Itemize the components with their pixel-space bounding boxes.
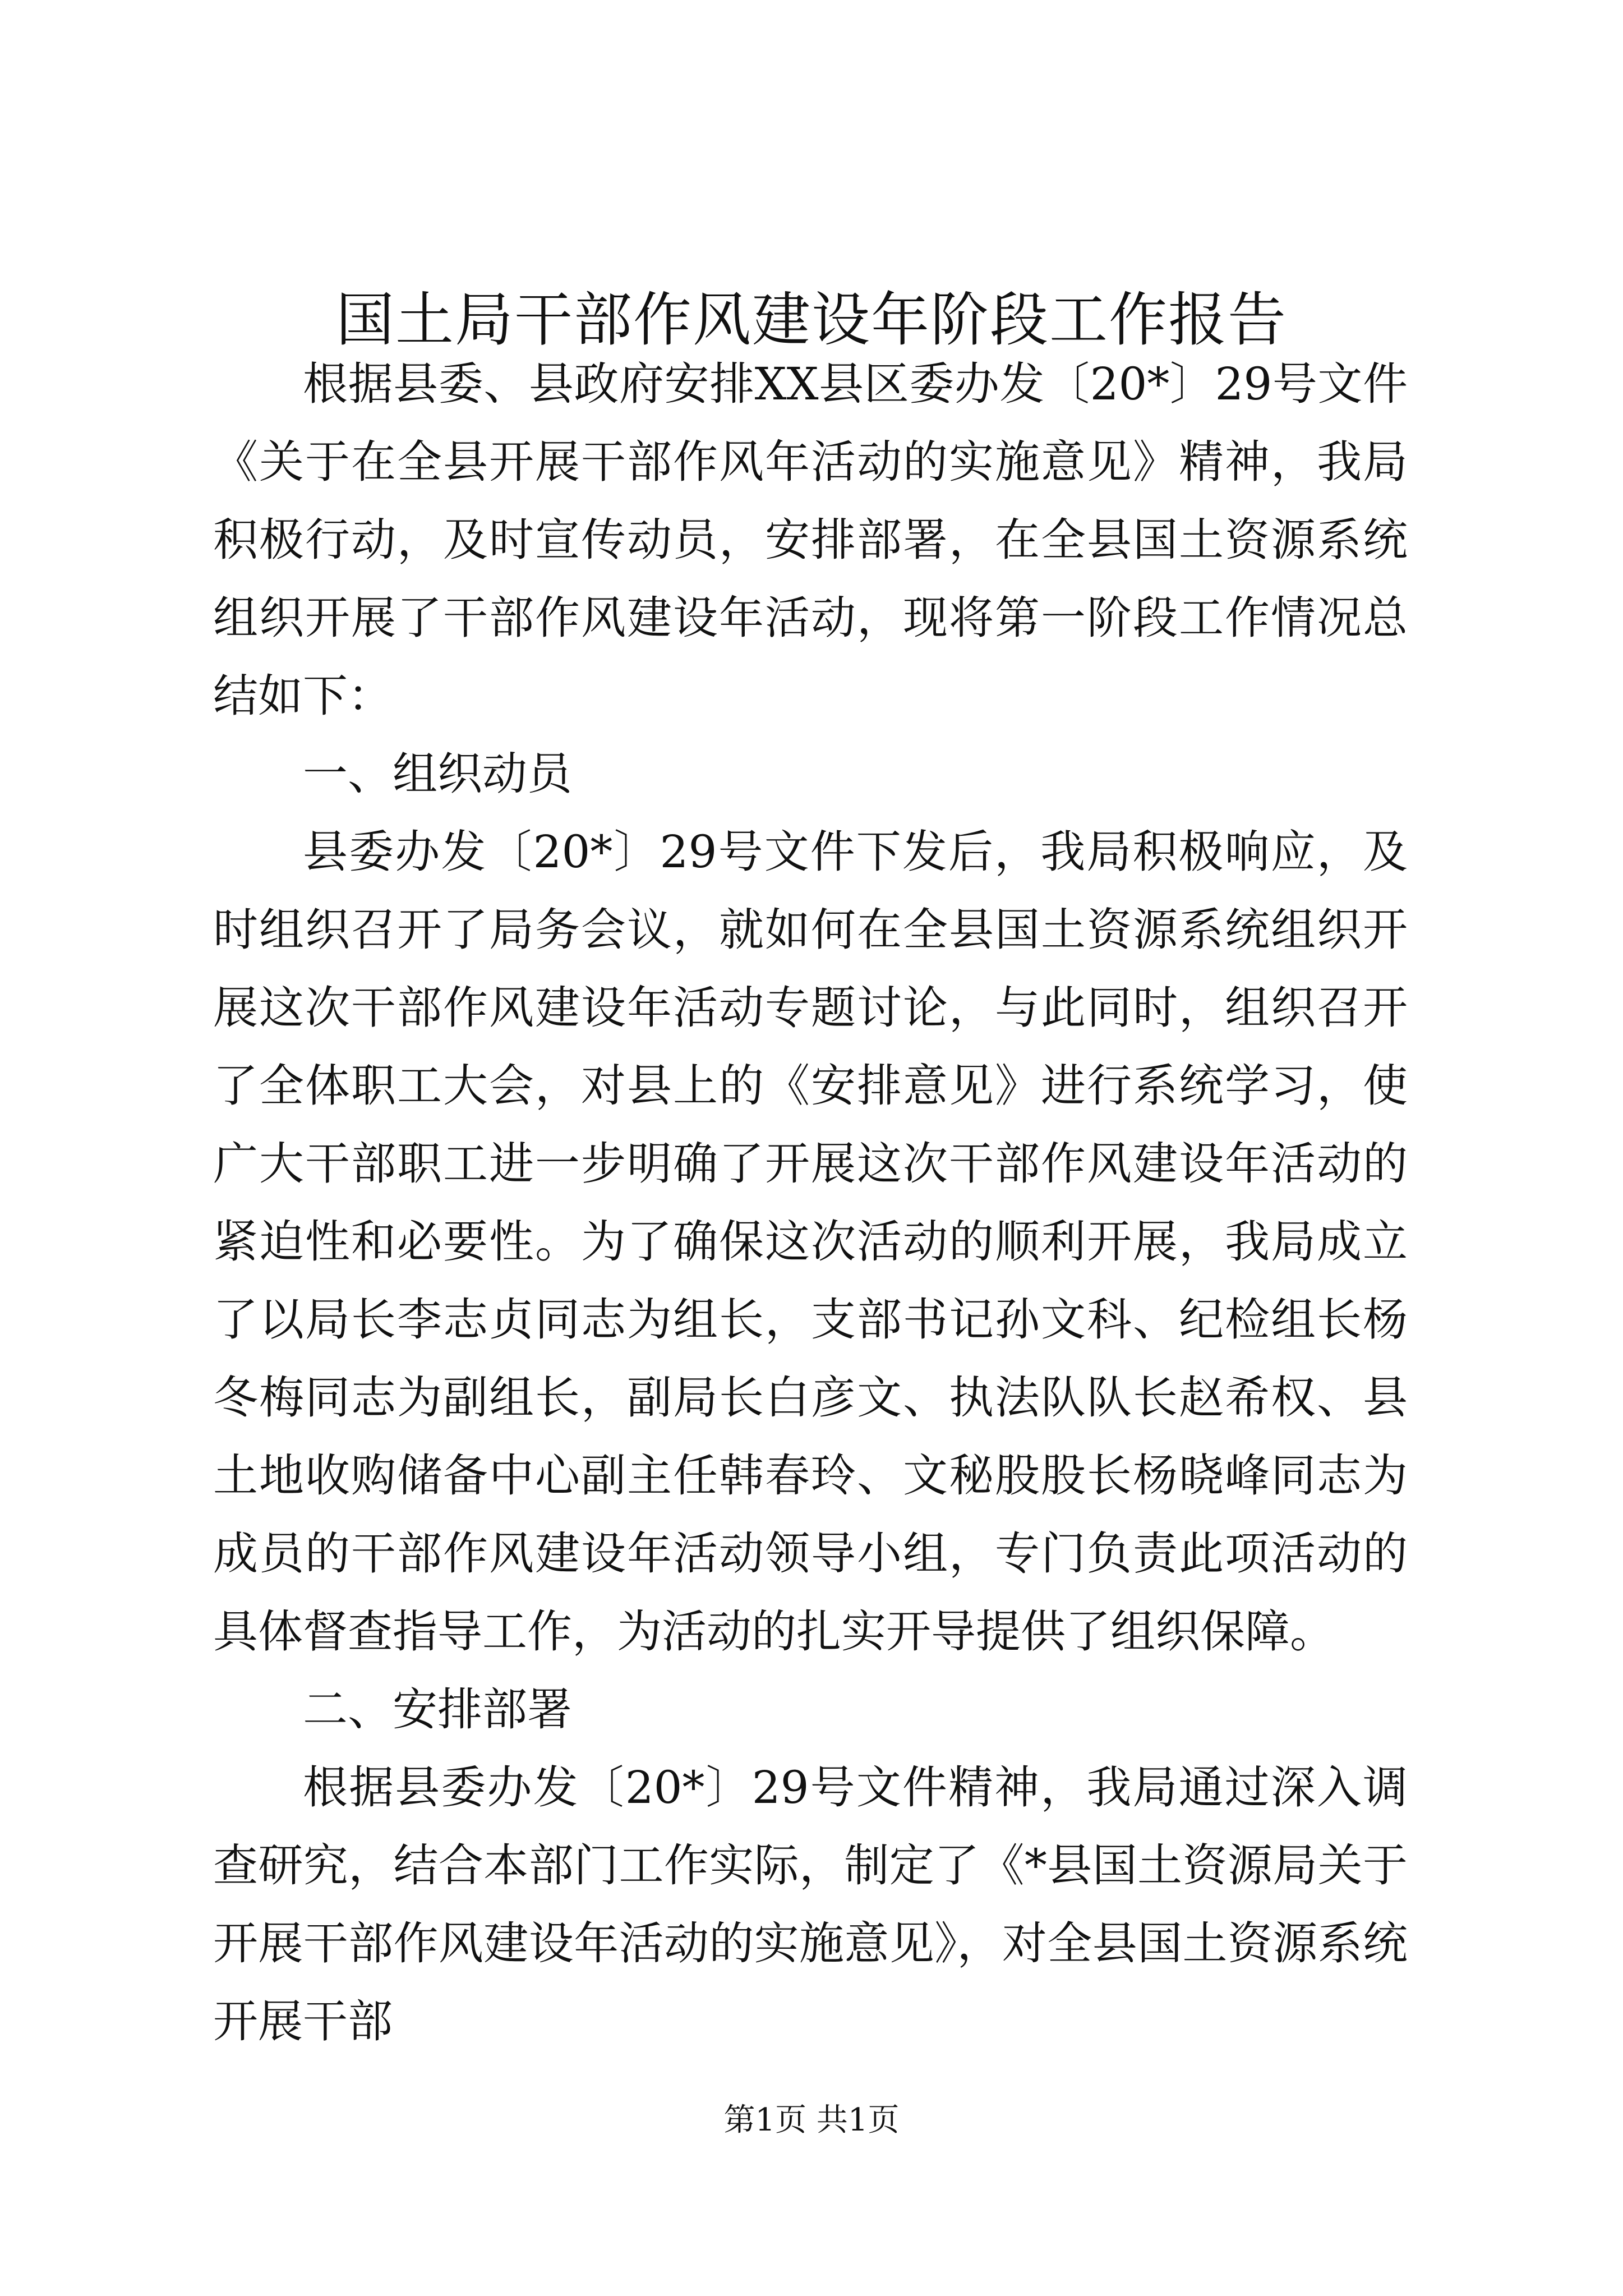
- document-body: [213, 345, 1408, 2060]
- page-footer: 第1页 共1页: [723, 2102, 900, 2138]
- organize-paragraph: 县委办发〔20*〕29号文件下发后，我局积极响应，及时组织召开了局务会议，就如何在全县国土资源系统组织开展这次干部作风建设年活动专题讨论，与此同时，组织召开了全体职工大会，对县上的《安排意见》进行系统学习，使广大干部职工进一步明确了开展这次干部作风建设年活动的紧迫性和必要性。为了确保这次活动的顺利开展，我局成立了以局长李志贞同志为组长，支部书记孙文科、纪检组长杨冬梅同志为副组长，副局长白彦文、执法队队长赵希权、县土地收购储备中心副主任韩春玲、文秘股股长杨晓峰同志为成员的干部作风建设年活动领导小组，专门负责此项活动的具体督查指导工作，为活动的扎实开导提供了组织保障。: [213, 826, 1408, 1658]
- intro-paragraph: 根据县委、县政府安排XX县区委办发〔20*〕29号文件《关于在全县开展干部作风年活动的实施意见》精神，我局积极行动，及时宣传动员，安排部署，在全县国土资源系统组织开展了干部作风建设年活动，现将第一阶段工作情况总结如下：: [213, 358, 1408, 722]
- section-heading-arrange: 二、安排部署: [303, 1683, 572, 1736]
- section-heading-organize: 一、组织动员: [303, 748, 572, 800]
- arrange-paragraph: 根据县委办发〔20*〕29号文件精神，我局通过深入调查研究，结合本部门工作实际，制定了《*县国土资源局关于开展干部作风建设年活动的实施意见》，对全县国土资源系统开展干部: [213, 1761, 1408, 2047]
- document-title: 国土局干部作风建设年阶段工作报告: [335, 286, 1287, 354]
